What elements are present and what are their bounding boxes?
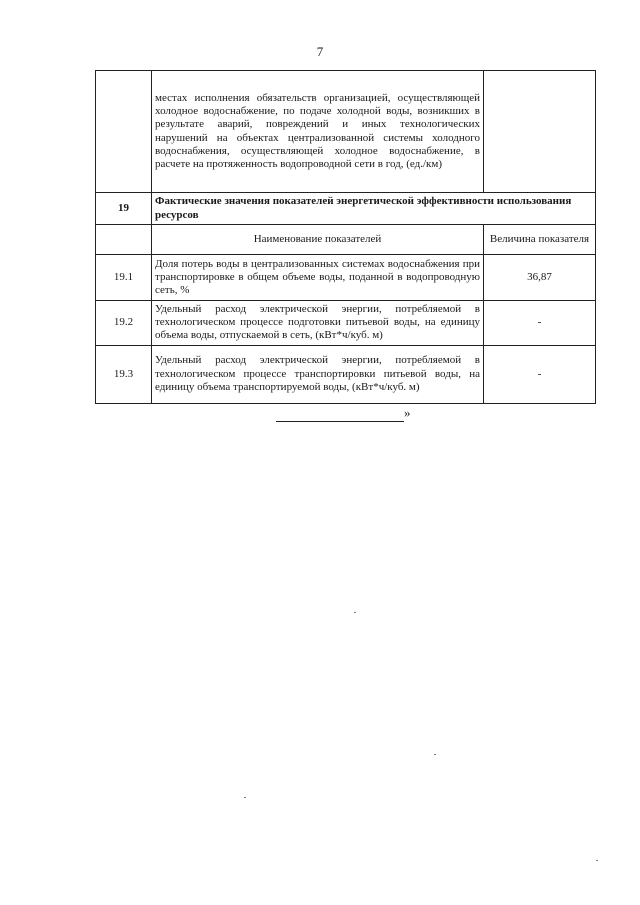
table-row: [96, 301, 596, 346]
page-number: 7: [316, 44, 324, 59]
table-row: [96, 255, 596, 301]
row-text: Удельный расход электрической энергии, потребляемой в технологическом процессе подготовки питьевой воды, на единицу объема воды, отпускаемой в сеть, (кВт*ч/куб. м): [152, 301, 484, 346]
indicators-table: [95, 70, 596, 404]
table-row-continuation: [96, 71, 596, 193]
row-value: -: [484, 301, 596, 346]
continuation-value: [484, 71, 596, 193]
scan-speck: [354, 612, 356, 613]
row-value: 36,87: [484, 255, 596, 301]
row-number: 19.2: [96, 301, 152, 346]
continuation-text: местах исполнения обязательств организацией, осуществляющей холодное водоснабжение, по подаче холодной воды, возникших в результате аварий, повреждений и иных технологических нарушений на объектах централизованной системы холодного водоснабжения, осуществляющей холодное водоснабжение, в расчете на протяженность водопроводной сети в год, (ед./км): [152, 71, 484, 193]
row-number: 19.1: [96, 255, 152, 301]
row-text: Удельный расход электрической энергии, потребляемой в технологическом процессе транспортировки питьевой воды, на единицу объема транспортируемой воды, (кВт*ч/куб. м): [152, 345, 484, 403]
scan-speck: [244, 797, 246, 798]
section-title: Фактические значения показателей энергетической эффективности использования ресурсов: [152, 193, 596, 225]
column-header-number: [96, 225, 152, 255]
column-header-value: Величина показателя: [484, 225, 596, 255]
scan-speck: [434, 754, 436, 755]
column-header-row: [96, 225, 596, 255]
section-number: 19: [96, 193, 152, 225]
row-text: Доля потерь воды в централизованных системах водоснабжения при транспортировке в общем объеме воды, поданной в водопроводную сеть, %: [152, 255, 484, 301]
table-row: [96, 345, 596, 403]
section-header-row: [96, 193, 596, 225]
row-value: -: [484, 345, 596, 403]
row-number: 19.3: [96, 345, 152, 403]
scan-speck: [596, 860, 598, 861]
continuation-number-cell: [96, 71, 152, 193]
closing-line: [276, 409, 404, 422]
column-header-name: Наименование показателей: [152, 225, 484, 255]
closing-quote: »: [404, 405, 411, 420]
